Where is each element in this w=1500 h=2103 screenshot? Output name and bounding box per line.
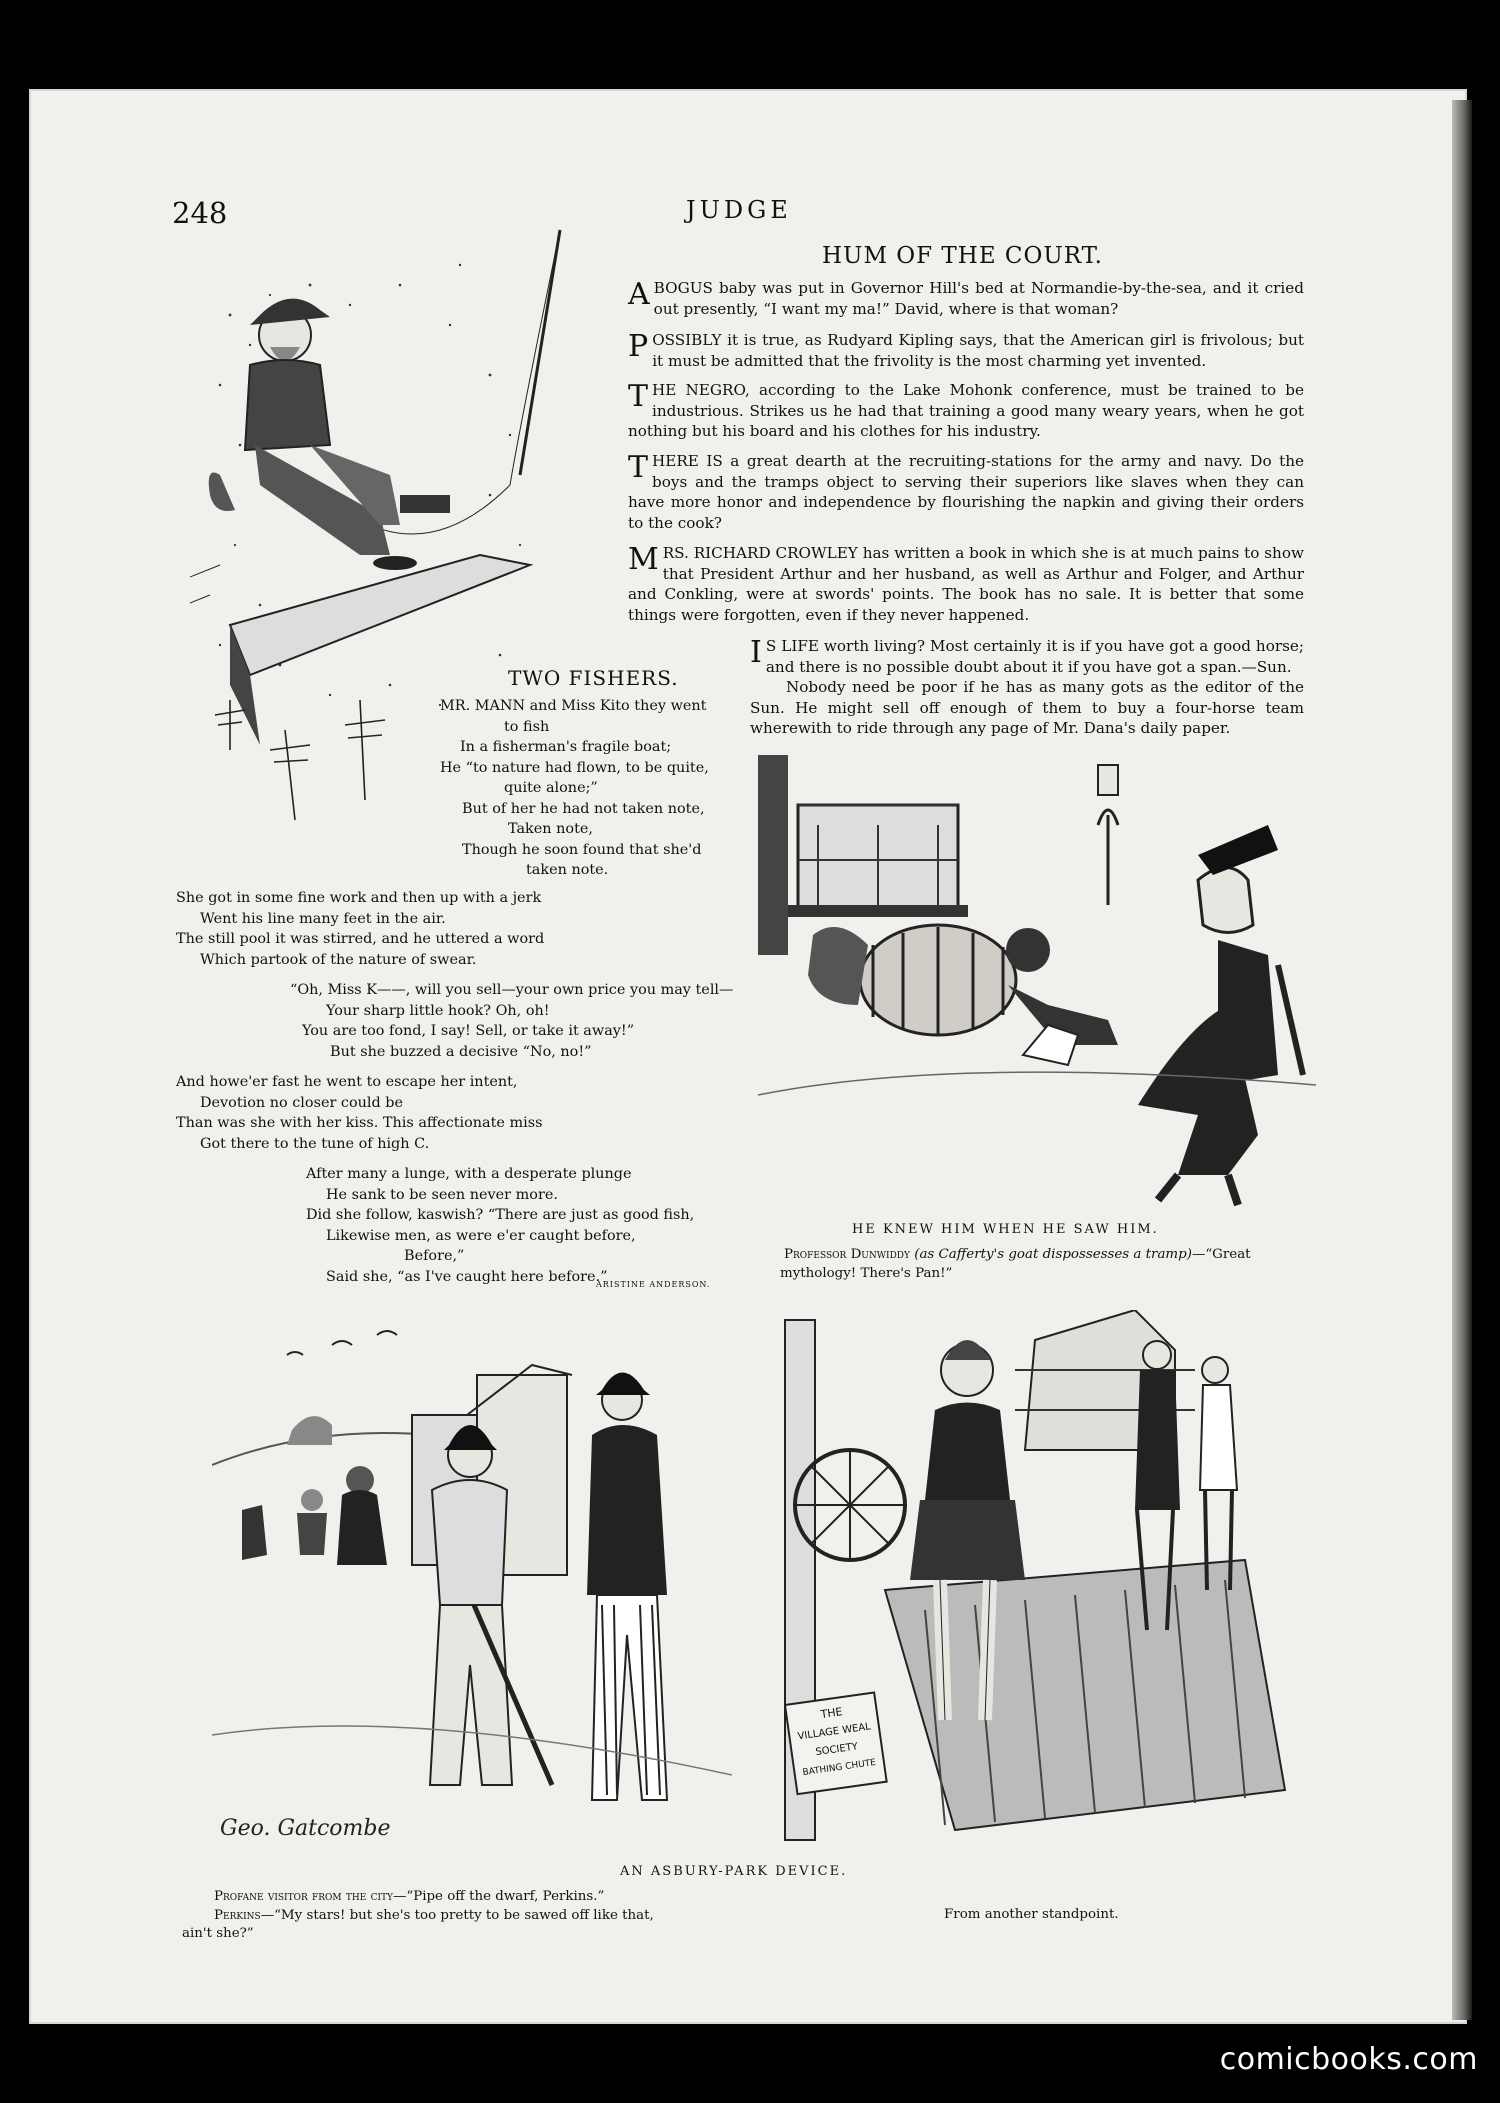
poem-stanza-5: After many a lunge, with a desperate plunge He sank to be seen never more. Did she follow, kaswish? “There are just as good fish, Likewise men, as were e'er caught before, Before,” Said she, “as I've caught here before.”	[306, 1166, 695, 1285]
poem-stanza-2: She got in some fine work and then up with a jerk Went his line many feet in the air. The still pool it was stirred, and he uttered a word Which partook of the nature of swear.	[176, 890, 545, 968]
bathing-chute-sign	[785, 1692, 887, 1794]
cartoon2-right-caption: From another standpoint.	[944, 1907, 1119, 1922]
svg-text:THE: THE	[819, 1705, 844, 1722]
svg-text:BATHING CHUTE: BATHING CHUTE	[801, 1757, 877, 1779]
paragraph-5: MRS. RICHARD CROWLEY has written a book in which she is at much pains to show that President Arthur and her husband, as well as Arthur and Folger, and Arthur and Conkling, were at swords' points. The book has no sale. It is better that some things were forgotten, even if they never happened.	[628, 542, 1304, 624]
paragraph-4: THERE IS a great dearth at the recruiting-stations for the army and navy. Do the boys and the tramps object to serving their superiors like slaves when they can have more honor and independence by flourishing the napkin and giving their orders to the cook?	[628, 450, 1304, 532]
svg-text:SOCIETY: SOCIETY	[814, 1741, 859, 1759]
poem-stanza-1: MR. MANN and Miss Kito they went to fish In a fisherman's fragile boat; He “to nature had flown, to be quite, quite alone;” But of her he had not taken note, Taken note, Though he soon found that she'd taken note.	[440, 698, 709, 878]
paragraph-7: Nobody need be poor if he has as many gots as the editor of the Sun. He might sell off enough of them to buy a four-horse team wherewith to ride through any page of Mr. Dana's daily paper.	[750, 678, 1304, 737]
paragraph-3: THE NEGRO, according to the Lake Mohonk conference, must be trained to be industrious. Strikes us he had that training a good many weary years, when he got nothing but his board and his clothes for his industry.	[628, 379, 1304, 440]
poem-stanza-4: And howe'er fast he went to escape her intent, Devotion no closer could be Than was she with her kiss. This affectionate miss Got there to the tune of high C.	[176, 1074, 543, 1152]
artist-signature: Geo. Gatcombe	[220, 1816, 391, 1841]
dragonflies-decoration	[200, 690, 400, 830]
binding-shadow	[1452, 100, 1472, 2020]
paragraph-1: A BOGUS baby was put in Governor Hill's bed at Normandie-by-the-sea, and it cried out presently, “I want my ma!” David, where is that woman?	[628, 277, 1304, 318]
site-watermark: comicbooks.com	[1219, 2042, 1478, 2077]
cartoon-goat-tramp	[758, 755, 1316, 1225]
poem-stanza-3: “Oh, Miss K——, will you sell—your own price you may tell— Your sharp little hook? Oh, oh! You are too fond, I say! Sell, or take it away!” But she buzzed a decisive “No, no!”	[290, 982, 734, 1060]
svg-text:VILLAGE WEAL: VILLAGE WEAL	[796, 1721, 872, 1743]
paragraph-6: I S LIFE worth living? Most certainly it is if you have got a good horse; and there is no possible doubt about it if you have got a span.—Sun.	[750, 635, 1305, 676]
poem-author: ARISTINE ANDERSON.	[596, 1280, 711, 1289]
cartoon1-title: HE KNEW HIM WHEN HE SAW HIM.	[852, 1222, 1159, 1237]
section-title: HUM OF THE COURT.	[822, 243, 1103, 269]
cartoon2-title: AN ASBURY-PARK DEVICE.	[620, 1864, 848, 1879]
paragraph-2: POSSIBLY it is true, as Rudyard Kipling says, that the American girl is frivolous; but it must be admitted that the frivolity is the most charming yet invented.	[628, 329, 1304, 370]
poem-title: TWO FISHERS.	[508, 666, 679, 690]
cartoon-beach-visitors	[212, 1305, 732, 1865]
masthead: JUDGE	[686, 196, 792, 224]
cartoon2-caption: Profane visitor from the city—“Pipe off the dwarf, Perkins.” Perkins—“My stars! but she's too pretty to be sawed off like that, ain't she?”	[182, 1889, 654, 1941]
cartoon1-caption: Professor Dunwiddy (as Cafferty's goat dispossesses a tramp)—“Great mythology! There's Pan!”	[780, 1247, 1251, 1281]
cartoon-bathing-chute	[775, 1310, 1305, 1860]
page-number: 248	[172, 196, 228, 230]
